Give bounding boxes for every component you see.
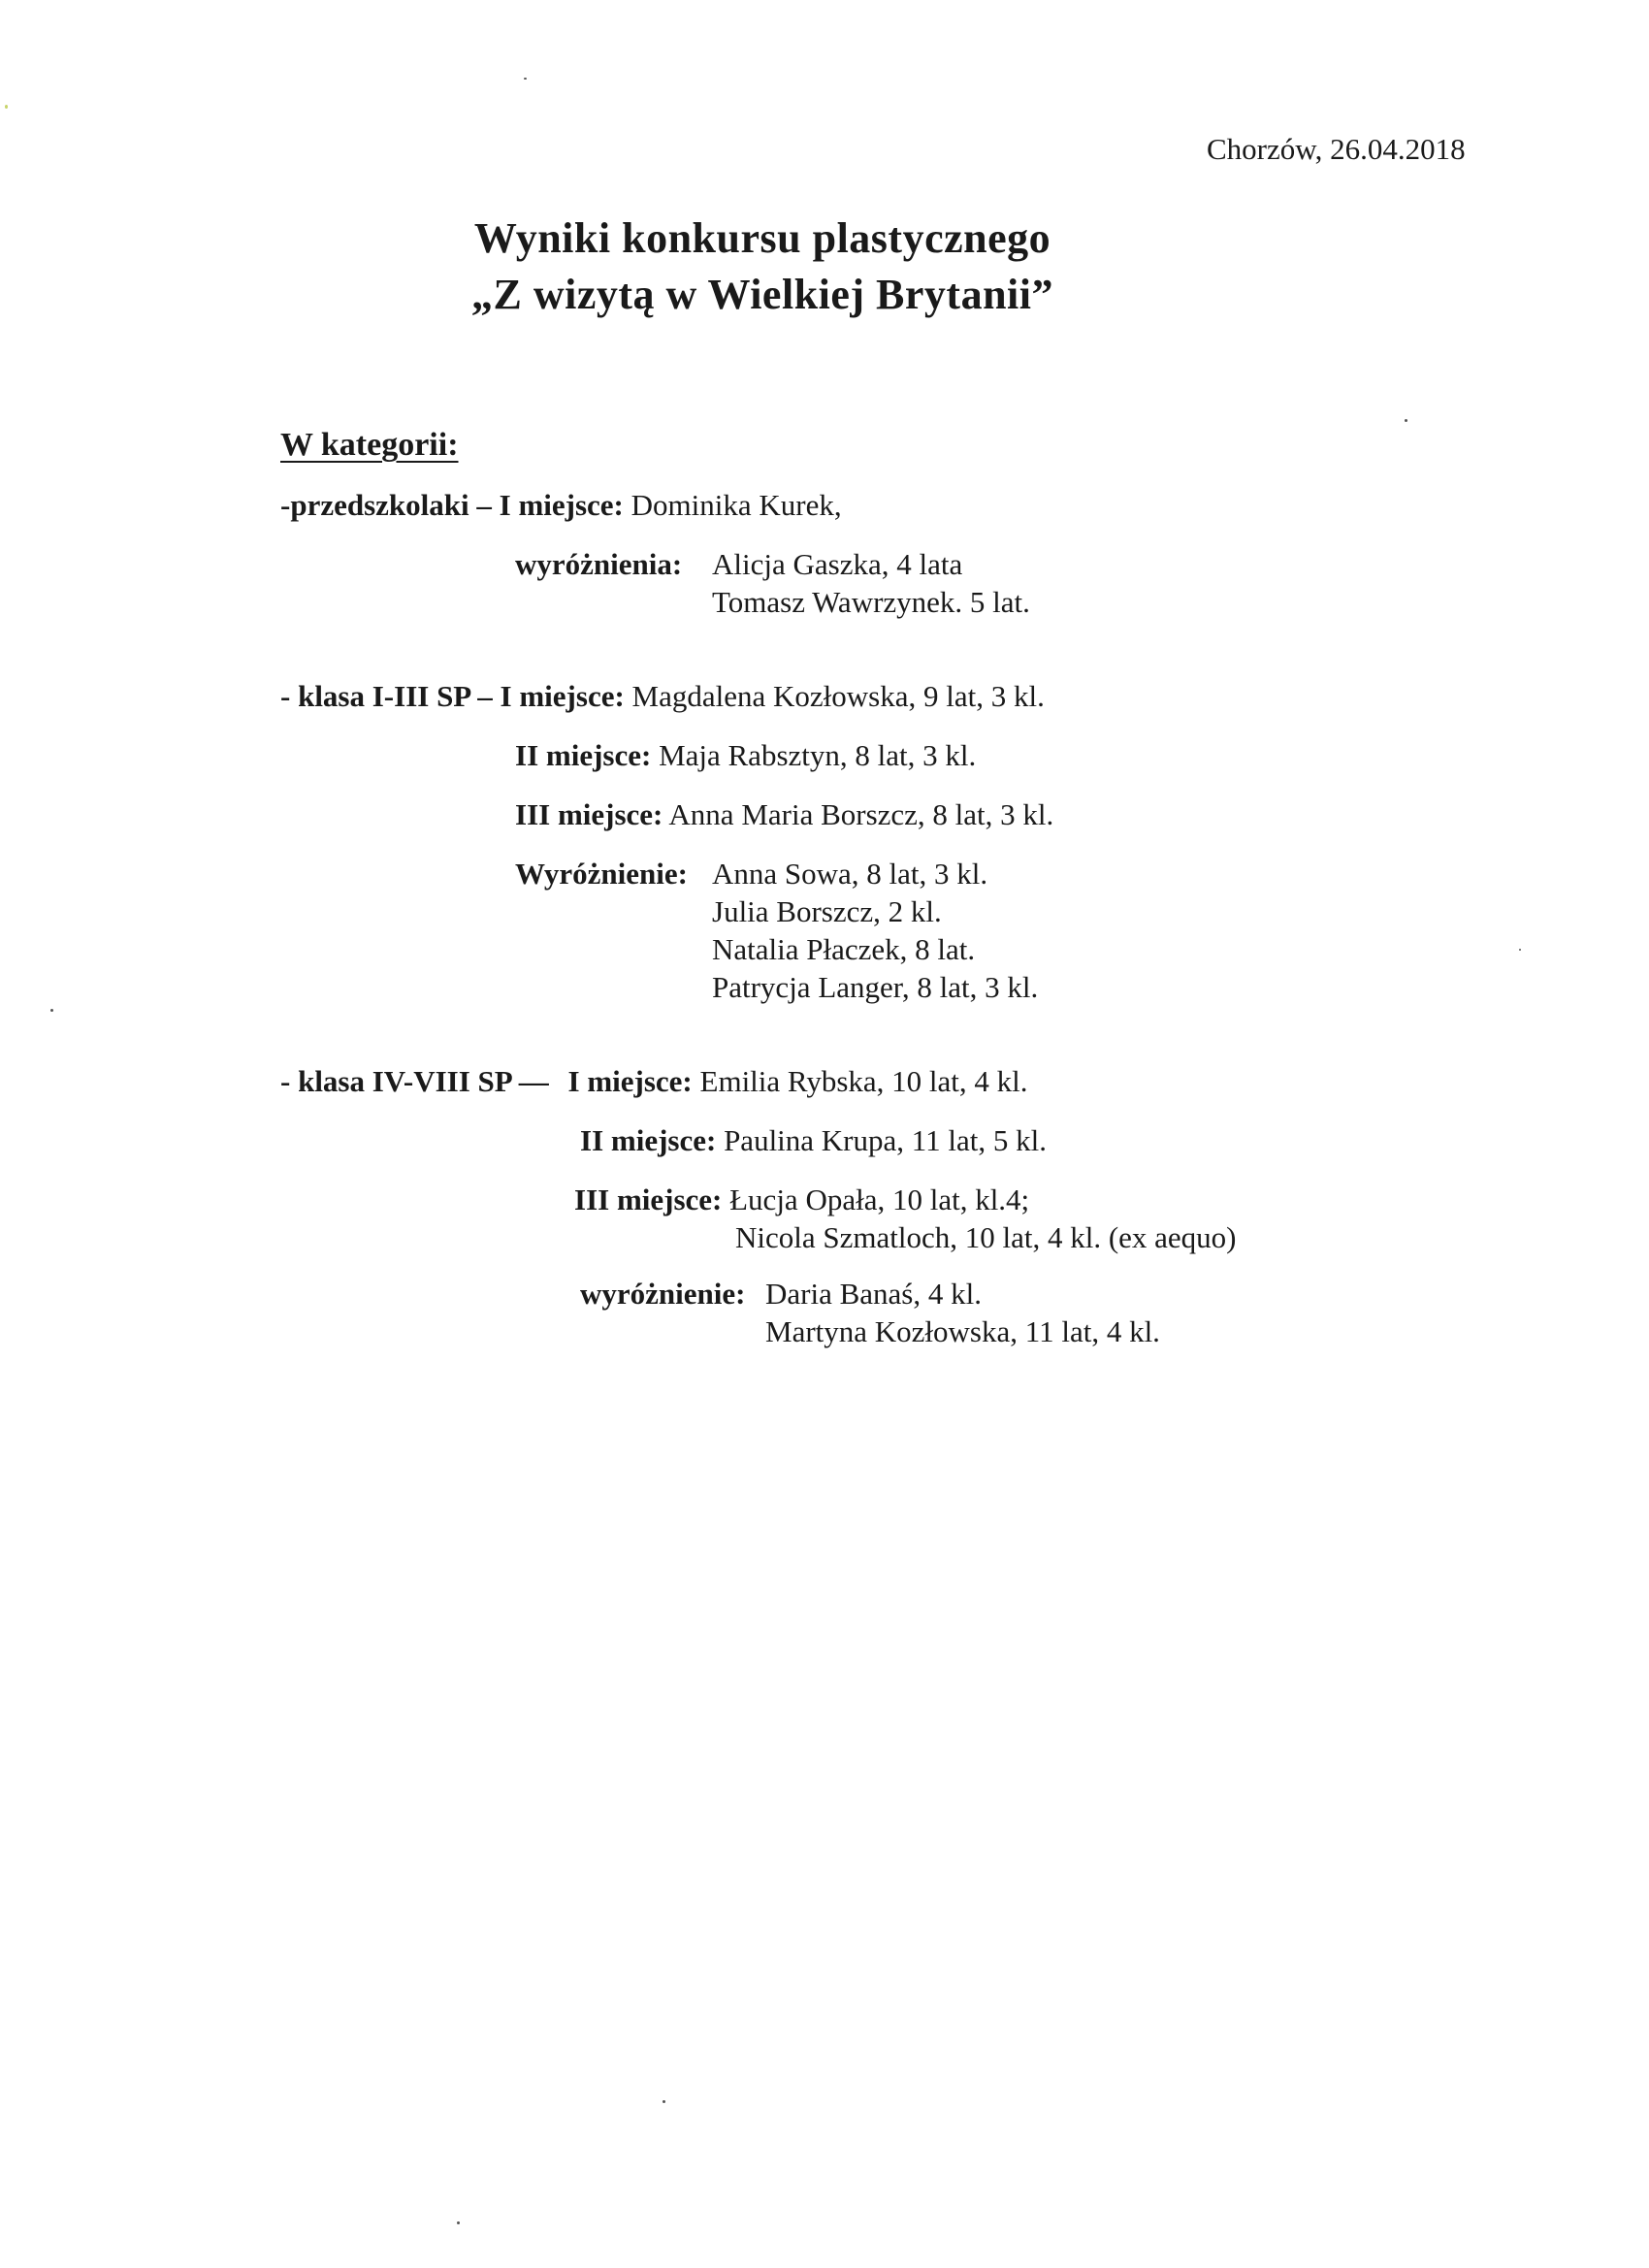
grades-1-3-third-place xyxy=(515,797,1053,832)
categories-heading: W kategorii: xyxy=(280,427,459,463)
scan-speck xyxy=(663,2100,665,2103)
place-label: II miejsce: xyxy=(580,1123,717,1157)
grades-4-8-first-place xyxy=(280,1064,1028,1099)
scan-speck xyxy=(457,2221,460,2224)
third-place-entry: Nicola Szmatloch, 10 lat, 4 kl. (ex aequo) xyxy=(735,1220,1237,1254)
winner-name: Łucja Opała, 10 lat, kl.4; xyxy=(729,1183,1030,1216)
honor-entry: Julia Borszcz, 2 kl. xyxy=(712,894,942,928)
grades-1-3-second-place xyxy=(515,738,976,773)
winner-name: Dominika Kurek, xyxy=(630,488,842,522)
place-label: II miejsce: xyxy=(515,738,652,772)
winner-name: Magdalena Kozłowska, 9 lat, 3 kl. xyxy=(631,679,1045,713)
honor-entry: Alicja Gaszka, 4 lata xyxy=(712,547,963,581)
honor-entry: Natalia Płaczek, 8 lat. xyxy=(712,932,976,966)
honor-entry: Anna Sowa, 8 lat, 3 kl. xyxy=(712,857,988,891)
scan-speck xyxy=(50,1009,53,1012)
grades-4-8-second-place xyxy=(580,1123,1047,1158)
page-subtitle: „Z wizytą w Wielkiej Brytanii” xyxy=(470,271,1054,318)
category-label: -przedszkolaki – xyxy=(280,488,492,522)
honor-entry: Daria Banaś, 4 kl. xyxy=(765,1277,982,1311)
category-label: - klasa I-III SP – xyxy=(280,679,493,713)
page-title: Wyniki konkursu plastycznego xyxy=(473,214,1051,262)
honor-entry: Tomasz Wawrzynek. 5 lat. xyxy=(712,585,1030,619)
scan-speck xyxy=(524,78,527,80)
honors-label: wyróżnienia: xyxy=(515,547,683,581)
scan-speck xyxy=(1519,949,1521,951)
place-label: I miejsce: xyxy=(567,1064,693,1098)
grades-4-8-third-place xyxy=(574,1183,1029,1217)
honor-entry: Martyna Kozłowska, 11 lat, 4 kl. xyxy=(765,1314,1160,1348)
place-label: I miejsce: xyxy=(500,679,625,713)
place-label: III miejsce: xyxy=(574,1183,723,1216)
winner-name: Anna Maria Borszcz, 8 lat, 3 kl. xyxy=(668,797,1054,831)
honor-entry: Patrycja Langer, 8 lat, 3 kl. xyxy=(712,970,1039,1004)
place-label: I miejsce: xyxy=(499,488,624,522)
winner-name: Maja Rabsztyn, 8 lat, 3 kl. xyxy=(659,738,977,772)
place-date: Chorzów, 26.04.2018 xyxy=(1207,132,1466,166)
scan-speck xyxy=(5,105,8,109)
honors-label: Wyróżnienie: xyxy=(515,857,688,891)
place-label: III miejsce: xyxy=(515,797,663,831)
honors-label: wyróżnienie: xyxy=(580,1277,746,1311)
scan-speck xyxy=(1405,419,1407,422)
preschool-first-place xyxy=(280,488,842,523)
grades-1-3-first-place xyxy=(280,679,1045,714)
winner-name: Paulina Krupa, 11 lat, 5 kl. xyxy=(724,1123,1047,1157)
winner-name: Emilia Rybska, 10 lat, 4 kl. xyxy=(699,1064,1028,1098)
category-label: - klasa IV-VIII SP — xyxy=(280,1064,549,1098)
